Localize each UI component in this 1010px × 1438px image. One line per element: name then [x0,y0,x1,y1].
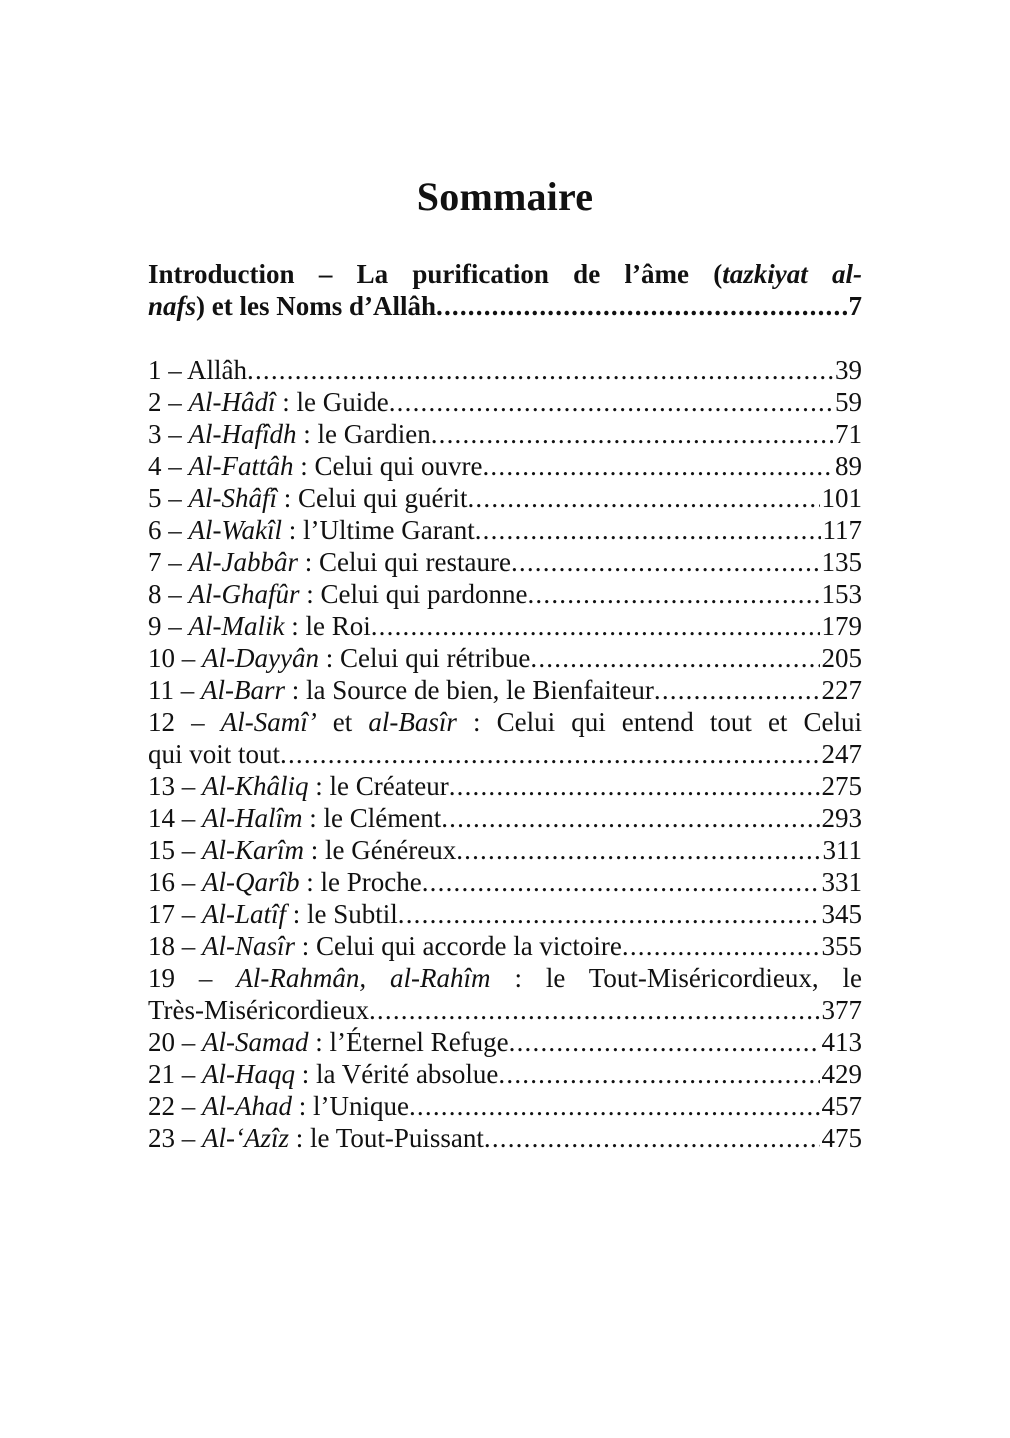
page-number: 377 [821,995,862,1025]
entry-description: : Celui qui restaure [297,547,511,577]
entry-label [148,386,389,418]
entry-line [148,482,862,514]
entry-name: Al-Samad [202,1027,309,1057]
page-number: 179 [821,611,862,641]
toc-entry[interactable] [148,514,862,546]
entry-label [148,834,456,866]
entry-name: Al-Nasîr [202,931,296,961]
entry-description: : le Créateur [308,771,449,801]
entry-label [148,1090,409,1122]
toc-entry[interactable] [148,386,862,418]
entry-number: 7 – [148,547,182,577]
introduction-line-1 [148,258,862,290]
page-number: 355 [821,931,862,961]
entry-line [148,578,862,610]
entry-line [148,834,862,866]
entry-line [148,354,862,386]
entry-line-2 [148,738,862,770]
introduction-title-cont [148,290,436,322]
page-number: 101 [821,483,862,513]
table-of-contents [148,258,862,1154]
entry-description: : Celui qui pardonne [299,579,528,609]
entry-description: : le Tout-Miséricordieux, le [490,963,863,993]
entry-description: : l’Éternel Refuge [308,1027,509,1057]
entry-line [148,610,862,642]
dot-leader [369,994,820,1026]
entry-line [148,418,862,450]
entry-description: : le Généreux [304,835,457,865]
entry-label [148,418,431,450]
entry-name: Al-Barr [201,675,285,705]
dot-leader [530,642,819,674]
dot-leader [441,802,819,834]
entry-label [148,1026,509,1058]
entry-name: Al-Wakîl [188,515,282,545]
entry-label [148,1058,498,1090]
dot-leader [456,834,820,866]
entry-description: : le Roi [284,611,371,641]
entry-name: Al-Hafîdh [188,419,297,449]
entry-line [148,1058,862,1090]
page-number: 413 [821,1027,862,1057]
introduction-italic-term: tazkiyat al- [722,259,862,289]
entry-number: 6 – [148,515,182,545]
entry-name-2: al-Basîr [368,707,457,737]
entry-name: Al-Qarîb [202,867,300,897]
entry-name: Al-Rahmân, al-Rahîm [236,963,491,993]
entry-description: : le Gardien [296,419,431,449]
entry-line [148,1026,862,1058]
dot-leader [409,1090,820,1122]
introduction-italic-term-cont: nafs [148,291,197,321]
page-number: 247 [821,739,862,769]
entry-number: 14 – [148,803,196,833]
entry-description: : le Guide [275,387,389,417]
entry-name: Al-Samî’ [220,707,317,737]
entry-number: 2 – [148,387,182,417]
entry-line [148,450,862,482]
toc-entry[interactable] [148,578,862,610]
entry-number: 18 – [148,931,196,961]
entry-number: 12 – [148,707,205,737]
entry-line [148,642,862,674]
dot-leader [431,418,833,450]
toc-entry[interactable] [148,546,862,578]
dot-leader [484,1122,820,1154]
dot-leader [422,866,820,898]
dot-leader [398,898,820,930]
entry-number: 1 – [148,355,182,385]
entry-label [148,578,527,610]
entry-line-1 [148,962,862,994]
dot-leader [482,450,833,482]
entry-connector: et [316,707,369,737]
toc-entry[interactable] [148,1026,862,1058]
entry-description: : la Source de bien, le Bienfaiteur [285,675,654,705]
entry-number: 23 – [148,1123,196,1153]
entry-line [148,674,862,706]
dot-leader [527,578,819,610]
toc-entry[interactable] [148,1090,862,1122]
entry-name: Al-Latîf [202,899,287,929]
entry-description: : Celui qui accorde la victoire [295,931,622,961]
page-number: 117 [822,515,862,545]
page-number: 205 [821,643,862,673]
toc-entry[interactable] [148,1058,862,1090]
entry-line [148,770,862,802]
page-number: 311 [822,835,862,865]
entry-line-1 [148,706,862,738]
entry-label [148,898,398,930]
dot-leader [449,770,820,802]
entry-label [148,546,511,578]
entry-label [148,1122,484,1154]
entry-description: : Celui qui guérit [277,483,468,513]
entry-label [148,482,467,514]
entry-number: 19 – [148,963,213,993]
dot-leader [389,386,833,418]
dot-leader [436,290,847,322]
dot-leader [280,738,819,770]
introduction-line-2 [148,290,862,322]
page-number: 59 [835,387,862,417]
page-number: 135 [821,547,862,577]
entry-description: : Celui qui entend tout et Celui [456,707,863,737]
page-number: 275 [821,771,862,801]
dot-leader [654,674,820,706]
entry-label [148,642,530,674]
entry-number: 3 – [148,419,182,449]
entry-line-2 [148,994,862,1026]
entry-description: : le Proche [299,867,422,897]
toc-entry[interactable] [148,674,862,706]
entry-line [148,866,862,898]
entry-description: : l’Unique [291,1091,409,1121]
entry-number: 10 – [148,643,196,673]
entry-number: 22 – [148,1091,196,1121]
dot-leader [475,514,821,546]
dot-leader [509,1026,820,1058]
entry-number: 9 – [148,611,182,641]
page-number: 331 [821,867,862,897]
dot-leader [247,354,833,386]
entry-number: 5 – [148,483,182,513]
entry-label [148,610,371,642]
entry-line [148,802,862,834]
entry-name: Al-Jabbâr [188,547,298,577]
toc-entries [148,354,862,1154]
page-number: 293 [821,803,862,833]
page-number: 457 [821,1091,862,1121]
entry-label [148,354,247,386]
page-number: 345 [821,899,862,929]
toc-entry[interactable] [148,610,862,642]
entry-name: Allâh [181,355,247,385]
entry-continuation: qui voit tout [148,739,281,769]
entry-label [148,930,622,962]
toc-introduction[interactable] [148,258,862,322]
toc-entry[interactable] [148,898,862,930]
entry-number: 4 – [148,451,182,481]
entry-number: 17 – [148,899,196,929]
entry-line [148,930,862,962]
dot-leader [511,546,820,578]
toc-entry[interactable] [148,450,862,482]
entry-label [148,802,441,834]
page-number: 71 [835,419,862,449]
entry-description: : le Subtil [286,899,398,929]
entry-name: Al-Karîm [202,835,305,865]
entry-name: Al-Dayyân [202,643,319,673]
page-number: 89 [835,451,862,481]
entry-line [148,1122,862,1154]
entry-number: 11 – [148,675,195,705]
entry-number: 21 – [148,1059,196,1089]
entry-line [148,898,862,930]
entry-name: Al-Khâliq [202,771,309,801]
entry-name: Al-Malik [188,611,285,641]
entry-label [148,674,654,706]
entry-description: : Celui qui ouvre [293,451,483,481]
entry-line [148,514,862,546]
entry-number: 13 – [148,771,196,801]
page-title: Sommaire [416,173,594,219]
toc-entry[interactable] [148,706,862,770]
entry-line [148,1090,862,1122]
toc-entry[interactable] [148,1122,862,1154]
introduction-title: Introduction – La purification de l’âme ( [148,259,723,289]
page-number: 227 [821,675,862,705]
entry-name: Al-Ahad [202,1091,292,1121]
entry-number: 20 – [148,1027,196,1057]
entry-line [148,386,862,418]
entry-continuation: Très-Miséricordieux [148,995,369,1025]
entry-name: Al-Shâfî [188,483,277,513]
entry-name: Al-Haqq [202,1059,295,1089]
toc-entry[interactable] [148,482,862,514]
entry-number: 8 – [148,579,182,609]
entry-description: : le Tout-Puissant [289,1123,484,1153]
entry-label [148,770,449,802]
entry-name: Al-Fattâh [188,451,294,481]
toc-entry[interactable] [148,642,862,674]
entry-description: : la Vérité absolue [294,1059,499,1089]
dot-leader [371,610,820,642]
page-number: 7 [848,291,862,321]
toc-entry[interactable] [148,802,862,834]
toc-entry[interactable] [148,418,862,450]
dot-leader [467,482,819,514]
toc-entry[interactable] [148,770,862,802]
entry-description: : l’Ultime Garant [282,515,475,545]
entry-number: 16 – [148,867,196,897]
entry-number: 15 – [148,835,196,865]
entry-name: Al-Halîm [202,803,303,833]
dot-leader [498,1058,819,1090]
introduction-title-rest: ) et les Noms d’Allâh [196,291,436,321]
page-number: 475 [821,1123,862,1153]
entry-label [148,866,422,898]
entry-line [148,546,862,578]
toc-entry[interactable] [148,866,862,898]
entry-name: Al-Hâdî [188,387,276,417]
page-number: 39 [835,355,862,385]
entry-description: : le Clément [302,803,442,833]
entry-name: Al-Ghafûr [188,579,300,609]
toc-entry[interactable] [148,354,862,386]
entry-label [148,450,482,482]
page-number: 429 [821,1059,862,1089]
entry-label [148,514,475,546]
entry-description: : Celui qui rétribue [318,643,531,673]
page-number: 153 [821,579,862,609]
toc-entry[interactable] [148,930,862,962]
toc-entry[interactable] [148,834,862,866]
toc-entry[interactable] [148,962,862,1026]
entry-name: Al-‘Azîz [202,1123,289,1153]
dot-leader [622,930,820,962]
